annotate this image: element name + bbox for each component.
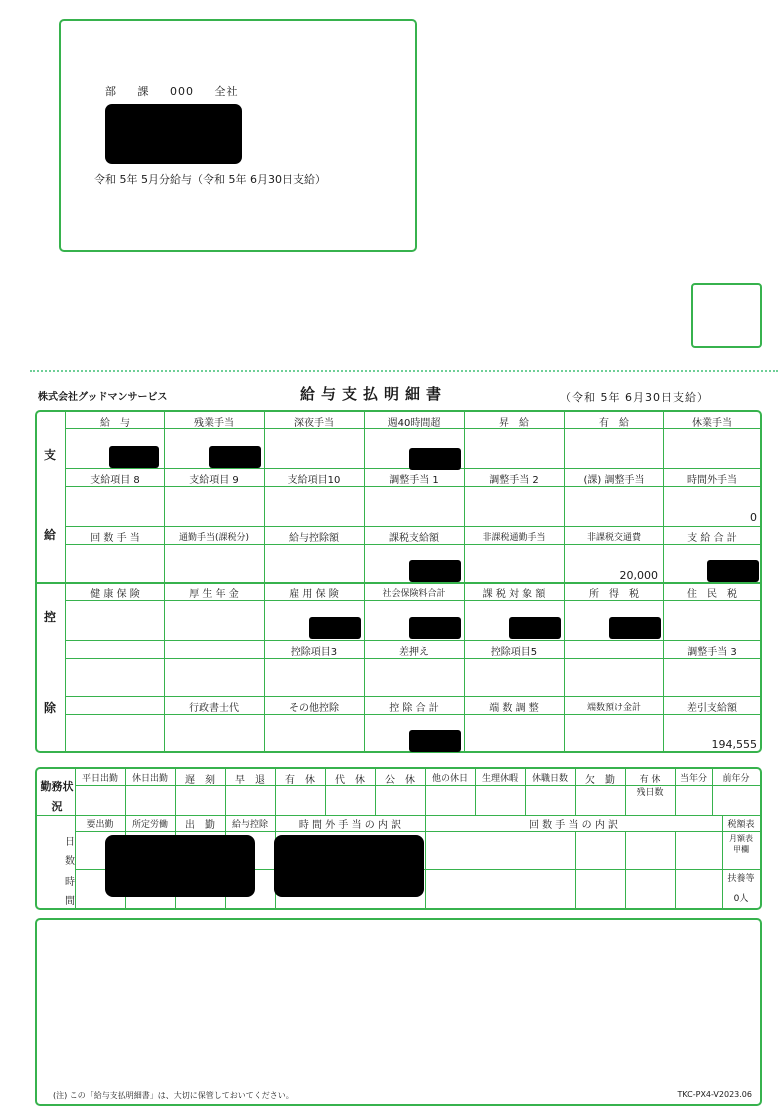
att-shotei: 所定労働 [131,820,168,830]
hdr-gyoseishoshi: 行政書士代 [189,703,239,714]
hdr-shikyu-gokei: 支 給 合 計 [687,533,737,544]
hdr-kazei-shikyu: 課税支給額 [389,533,439,544]
dept-name: 全社 [214,85,239,98]
redacted-overtime [274,835,424,897]
footer-note: (注) この「給与支払明細書」は、大切に保管しておいてください。 [53,1091,294,1100]
att-label-kan: 間 [65,896,75,907]
dept-label: 部 [105,85,117,98]
hdr-kyuyo-kojo: 給与控除額 [289,533,339,544]
redacted-zangyo [209,446,261,468]
hdr-shu40: 週40時間超 [387,418,441,429]
att-fuyo-label: 扶養等 [727,874,755,884]
redacted-shotoku [609,617,661,639]
att-jikangai-uchiwake: 時 間 外 手 当 の 内 訳 [298,820,402,831]
redacted-days [105,835,255,897]
att-daikyu: 代 休 [335,775,365,786]
perforation-line [30,370,778,372]
redacted-name [105,104,242,164]
hdr-yukyu: 有 給 [599,418,629,429]
hdr-jumin: 住 民 税 [687,589,737,600]
hdr-sashihiki: 差引支給額 [687,703,737,714]
att-kaisu-uchiwake: 回 数 手 当 の 内 訳 [528,820,619,831]
val-hikazei-kotsuhi: 20,000 [619,569,658,582]
section-kojo-1: 控 [44,610,57,624]
section-kintai: 勤務状況 [40,780,74,813]
hdr-chosei3: 調整手当 3 [687,647,737,658]
hdr-shokyu: 昇 給 [499,418,529,429]
att-zeigaku: 税額表 [727,820,755,830]
hdr-item10: 支給項目10 [287,475,341,486]
hdr-hasu-azuke: 端数預け金計 [586,703,641,713]
val-jikangai: 0 [750,511,757,524]
att-hoka-kyujitsu: 他の休日 [431,774,468,784]
val-sashihiki: 194,555 [711,738,757,751]
hdr-chosei1: 調整手当 1 [389,475,439,486]
att-label-su: 数 [65,856,75,867]
dept-code: 000 [170,85,194,98]
redacted-kyuyo [109,446,159,468]
hdr-tsukin-kazei: 通勤手当(課税分) [178,533,250,543]
att-tax-table: 月額表 甲欄 [729,834,753,854]
form-code: TKC-PX4-V2023.06 [677,1090,752,1099]
redacted-shu40 [409,448,461,470]
hdr-sonota: その他控除 [289,703,339,714]
redacted-kazei-taisho [509,617,561,639]
section-shikyu-2: 給 [44,528,57,542]
att-yukyu-zan: 有 休 残日数 [636,775,664,798]
hdr-kyugyo: 休業手当 [692,418,732,429]
att-label-nichi: 日 [65,837,75,848]
hdr-zangyo: 残業手当 [194,418,234,429]
pay-period: 令和 5年 5月分給与（令和 5年 6月30日支給） [94,173,326,186]
att-chikoku: 遅 刻 [185,775,215,786]
redacted-shikyu-gokei [707,560,759,582]
section-shikyu-1: 支 [44,448,57,462]
att-kokyu: 公 休 [385,775,415,786]
redacted-kojo-gokei [409,730,461,752]
att-fuyo-value: 0人 [733,894,749,904]
department-line [105,83,255,99]
stamp-box [691,283,762,348]
memo-area [35,918,762,1106]
att-label-ji: 時 [65,877,75,888]
att-yoshukkin: 要出勤 [86,820,114,830]
att-kekkin: 欠 勤 [585,775,615,786]
hdr-kojo-gokei: 控 除 合 計 [389,703,439,714]
att-yukyu: 有 休 [285,775,315,786]
hdr-hikazei-kotsuhi: 非課税交通費 [586,533,641,543]
payment-deduction-table [35,410,762,753]
section-kojo-2: 除 [44,701,57,715]
att-kyushoku: 休職日数 [531,774,568,784]
hdr-kyuyo: 給 与 [100,418,130,429]
redacted-shaho-gokei [409,617,461,639]
redacted-kazei-shikyu [409,560,461,582]
att-tonen: 当年分 [679,774,707,784]
pay-date: （令和 5年 6月30日支給） [560,391,709,404]
redacted-koyo [309,617,361,639]
att-shukkin: 出 勤 [185,820,215,831]
hdr-shaho-gokei: 社会保険料合計 [382,589,446,599]
hdr-shinya: 深夜手当 [294,418,334,429]
hdr-koyo: 雇 用 保 険 [289,589,339,600]
hdr-kazei-taisho: 課 税 対 象 額 [482,589,546,600]
hdr-kosei: 厚 生 年 金 [189,589,239,600]
hdr-hasu-chosei: 端 数 調 整 [489,703,539,714]
att-zennen: 前年分 [722,774,750,784]
hdr-sashiosae: 差押え [399,647,429,658]
hdr-chosei2: 調整手当 2 [489,475,539,486]
hdr-ka-chosei: (課) 調整手当 [583,475,645,486]
att-kyujitsu: 休日出勤 [131,774,168,784]
hdr-hikazei-tsukin: 非課税通勤手当 [482,533,546,543]
hdr-item9: 支給項目 9 [189,475,239,486]
company-name: 株式会社グッドマンサービス [38,392,168,403]
att-heijitsu: 平日出勤 [81,774,118,784]
hdr-kenko: 健 康 保 険 [90,589,140,600]
hdr-kaisu: 回 数 手 当 [90,533,140,544]
hdr-item8: 支給項目 8 [90,475,140,486]
hdr-kojo5: 控除項目5 [490,647,538,658]
attendance-table [35,767,762,910]
hdr-shotoku: 所 得 税 [589,589,639,600]
document-title: 給与支払明細書 [300,385,448,403]
section-label: 課 [137,85,150,98]
address-window [59,19,417,252]
att-kyuyo-kojo: 給与控除 [231,820,268,830]
hdr-jikangai: 時間外手当 [687,475,737,486]
hdr-kojo3: 控除項目3 [290,647,338,658]
att-seiri: 生理休暇 [481,774,518,784]
att-sotai: 早 退 [235,775,265,786]
